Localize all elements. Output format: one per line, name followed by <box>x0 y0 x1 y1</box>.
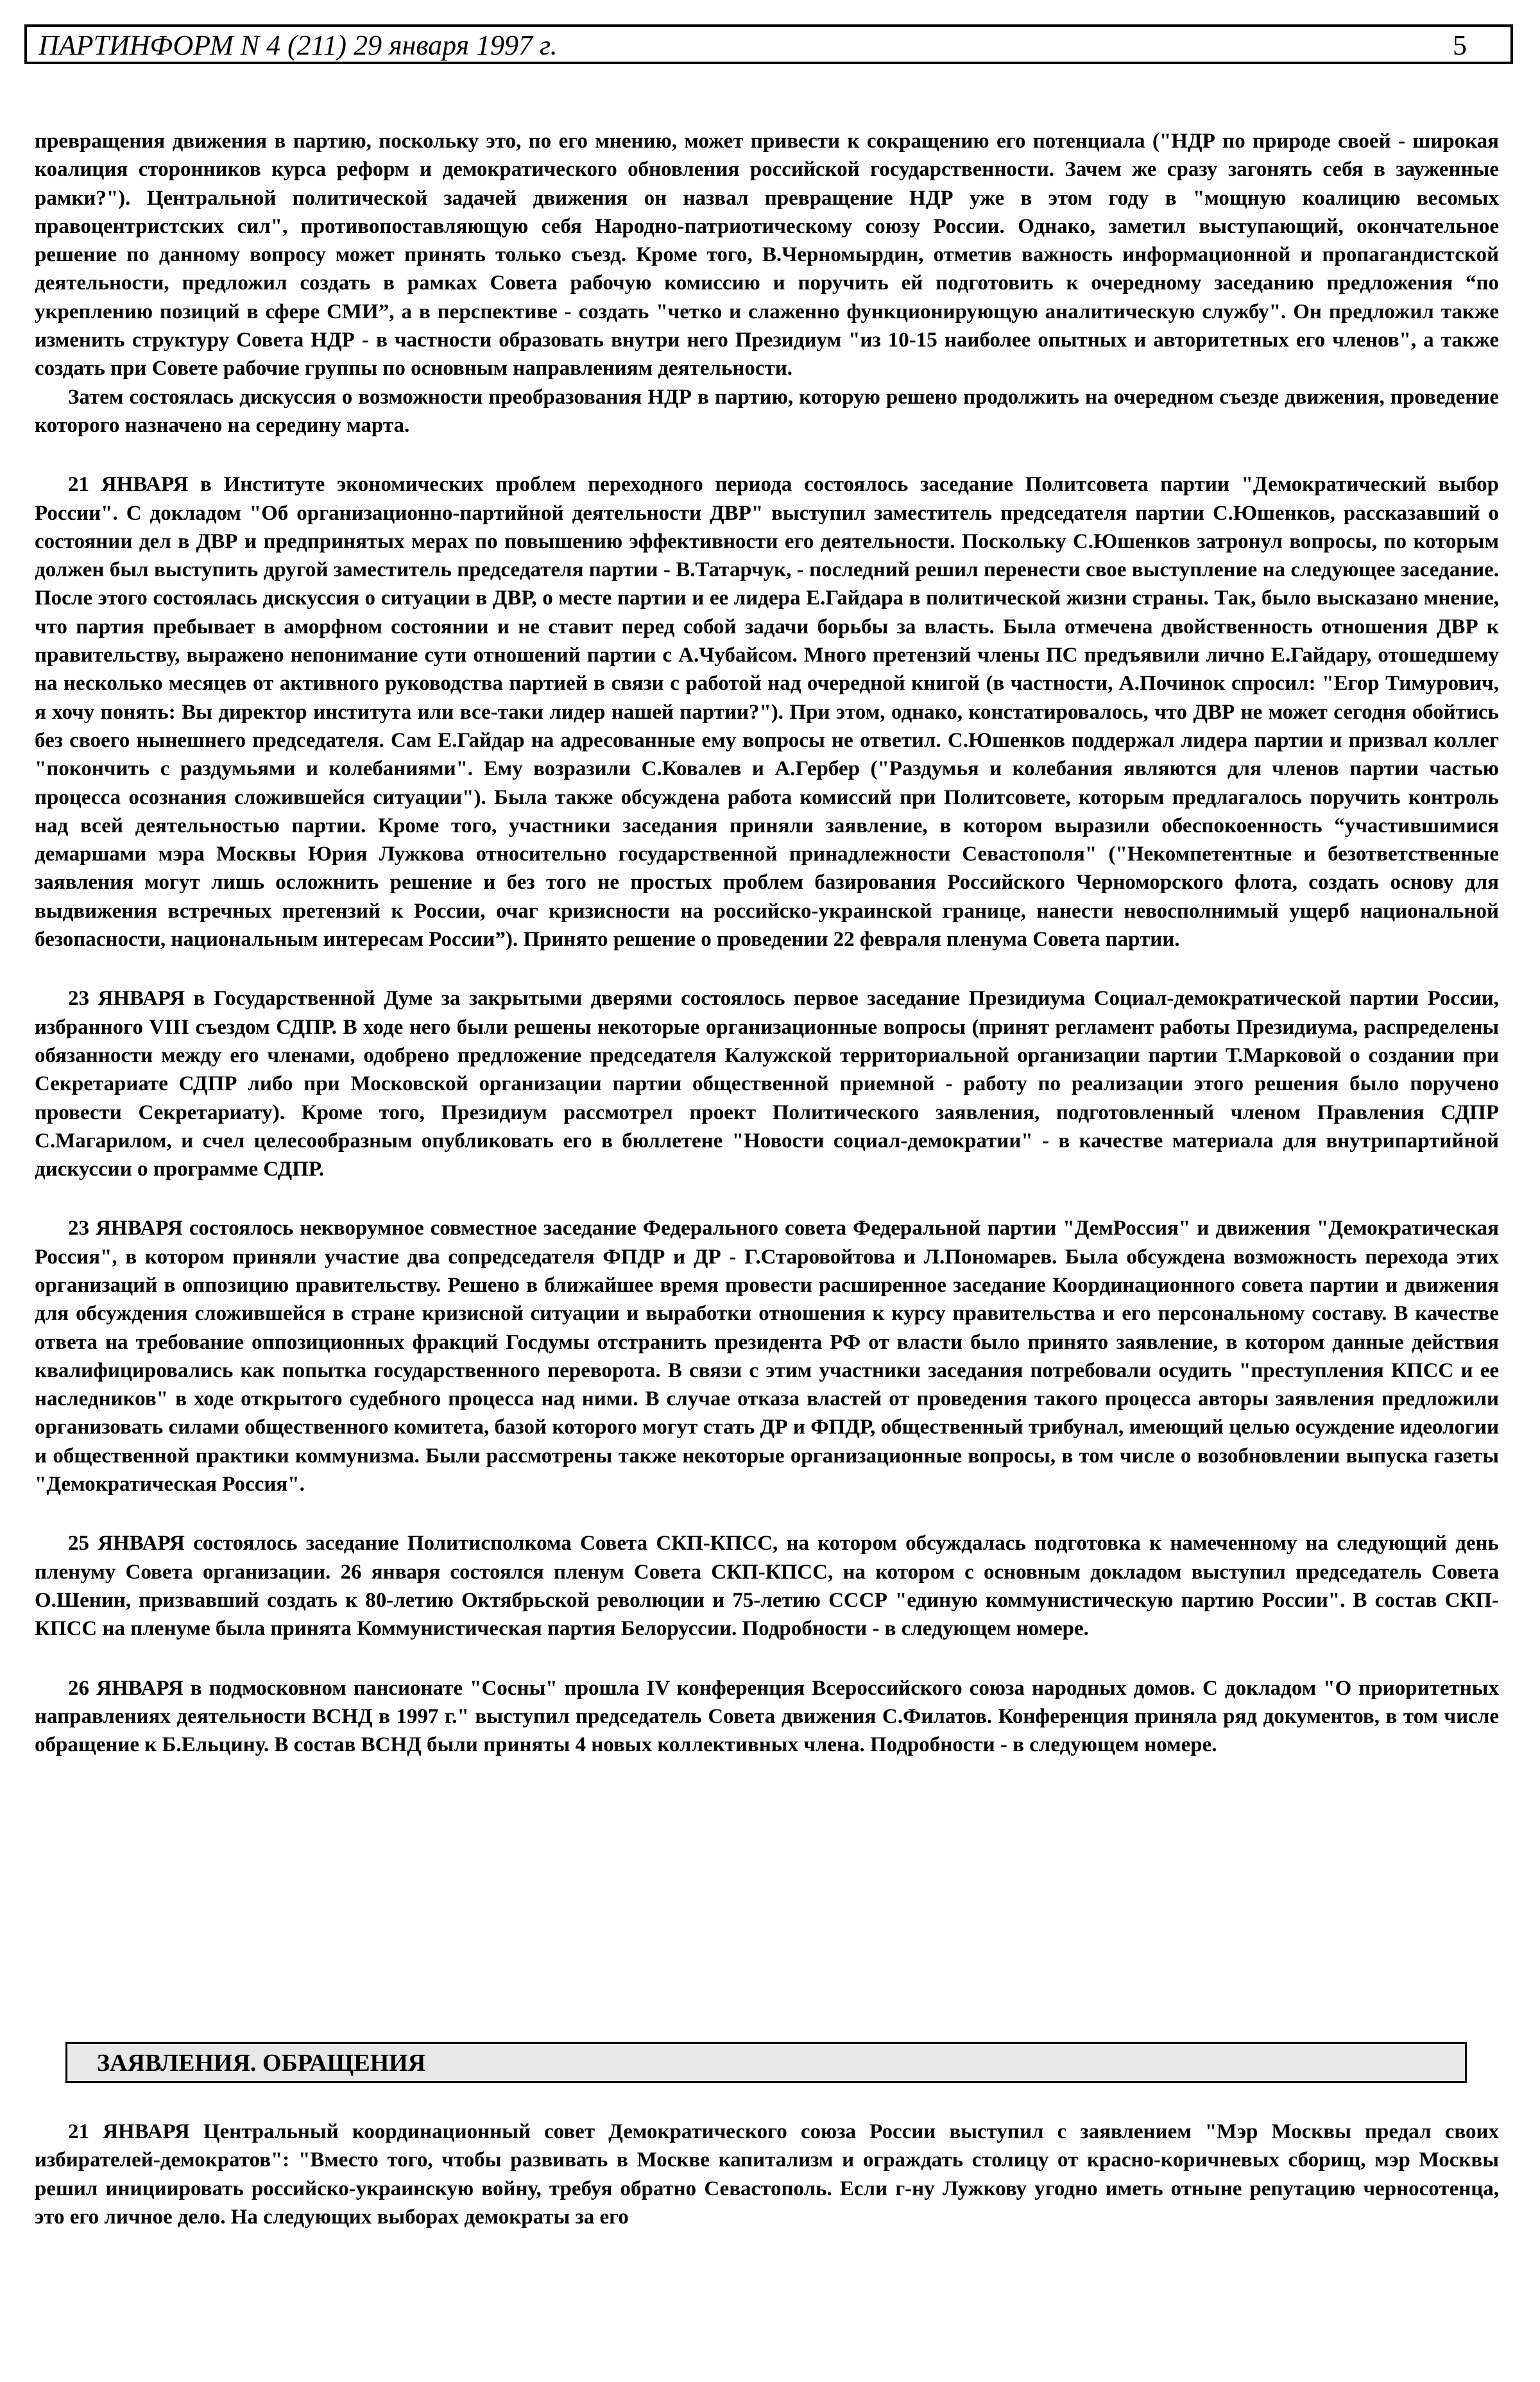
paragraph: превращения движения в партию, поскольку это, по его мнению, может привести к сокращению его потенциала ("НДР по природе своей - широкая коалиция сторонников курса реформ и демократического обновления российской государственности. Зачем же сразу загонять себя в зауженные рамки?"). Центральной политической задачей движения он назвал превращение НДР уже в этом году в "мощную коалицию весомых правоцентристских сил", противопоставляющую себя Народно-патриотическому союзу России. Однако, заметил выступающий, окончательное решение по данному вопросу может принять только съезд. Кроме того, В.Черномырдин, отметив важность информационной и пропагандистской деятельности, предложил создать в рамках Совета рабочую комиссию и поручить ей подготовить к очередному заседанию предложения “по укреплению позиций в сфере СМИ”, а в перспективе - создать "четко и слаженно функционирующую аналитическую службу". Он предложил также изменить структуру Совета НДР - в частности образовать внутри него Президиум "из 10-15 наиболее опытных и авторитетных его членов", а также создать при Совете рабочие группы по основным направлениям деятельности. <box>35 130 1499 381</box>
paragraph: 26 ЯНВАРЯ в подмосковном пансионате "Сосны" прошла IV конференция Всероссийского союза народных домов. С докладом "О приоритетных направлениях деятельности ВСНД в 1997 г." выступил председатель Совета движения С.Филатов. Конференция приняла ряд документов, в том числе обращение к Б.Ельцину. В состав ВСНД были приняты 4 новых коллективных члена. Подробности - в следующем номере. <box>35 1676 1499 1757</box>
paragraph: 21 ЯНВАРЯ в Институте экономических проблем переходного периода состоялось заседание Политсовета партии "Демократический выбор России". С докладом "Об организационно-партийной деятельности ДВР" выступил заместитель председателя партии С.Юшенков, рассказавший о состоянии дел в ДВР и предпринятых мерах по повышению эффективности его деятельности. Поскольку С.Юшенков затронул вопросы, по которым должен был выступить другой заместитель председателя партии - В.Татарчук, - последний решил перенести свое выступление на следующее заседание. После этого состоялась дискуссия о ситуации в ДВР, о месте партии и ее лидера Е.Гайдара в политической жизни страны. Так, было высказано мнение, что партия пребывает в аморфном состоянии и не ставит перед собой задачи борьбы за власть. Была отмечена двойственность отношения ДВР к правительству, выражено непонимание сути отношений партии с А.Чубайсом. Много претензий члены ПС предъявили лично Е.Гайдару, отошедшему на несколько месяцев от активного руководства партией в связи с работой над очередной книгой (в частности, А.Починок спросил: "Егор Тимурович, я хочу понять: Вы директор института или все-таки лидер нашей партии?"). При этом, однако, констатировалось, что ДВР не может сегодня обойтись без своего нынешнего председателя. Сам Е.Гайдар на адресованные ему вопросы не ответил. С.Юшенков поддержал лидера партии и призвал коллег "покончить с раздумьями и колебаниями". Ему возразили С.Ковалев и А.Гербер ("Раздумья и колебания являются для членов партии частью процесса осознания сложившейся ситуации"). Была также обсуждена работа комиссий при Политсовете, которым предлагалось поручить контроль над всей деятельностью партии. Кроме того, участники заседания приняли заявление, в котором выразили обеспокоенность “участившимися демаршами мэра Москвы Юрия Лужкова относительно государственной принадлежности Севастополя" ("Некомпетентные и безответственные заявления могут лишь осложнить решение и без того не простых проблем базирования Российского Черноморского флота, создать основу для выдвижения встречных претензий к России, очаг кризисности на российско-украинской границе, нанести невосполнимый ущерб национальной безопасности, национальным интересам России”). Принято решение о проведении 22 февраля пленума Совета партии. <box>35 473 1499 952</box>
paragraph: 21 ЯНВАРЯ Центральный координационный совет Демократического союза России выступил с заявлением "Мэр Москвы предал своих избирателей-демократов": "Вместо того, чтобы развивать в Москве капитализм и ограждать столицу от красно-коричневых сборищ, мэр Москвы решил инициировать российско-украинскую войну, требуя обратно Севастополь. Если г-ну Лужкову угодно иметь отныне репутацию черносотенца, это его личное дело. На следующих выборах демократы за его <box>35 2120 1499 2229</box>
page-header <box>24 24 1513 64</box>
article-body <box>35 127 1499 1759</box>
section-heading: ЗАЯВЛЕНИЯ. ОБРАЩЕНИЯ <box>97 2050 426 2077</box>
paragraph: Затем состоялась дискуссия о возможности преобразования НДР в партию, которую решено продолжить на очередном съезде движения, проведение которого назначено на середину марта. <box>35 385 1499 437</box>
header-title: ПАРТИНФОРМ N 4 (211) 29 января 1997 г. <box>38 30 558 61</box>
paragraph: 23 ЯНВАРЯ состоялось некворумное совместное заседание Федерального совета Федеральной партии "ДемРоссия" и движения "Демократическая Россия", в котором приняли участие два сопредседателя ФПДР и ДР - Г.Старовойтова и Л.Пономарев. Была обсуждена возможность перехода этих организаций в оппозицию правительству. Решено в ближайшее время провести расширенное заседание Координационного совета партии и движения для обсуждения сложившейся в стране кризисной ситуации и выработки отношения к курсу правительства и его персональному составу. В качестве ответа на требование оппозиционных фракций Госдумы отстранить президента РФ от власти было принято заявление, в котором данные действия квалифицировались как попытка государственного переворота. В связи с этим участники заседания потребовали осудить "преступления КПСС и ее наследников" в ходе открытого судебного процесса над ними. В случае отказа властей от проведения такого процесса авторы заявления предложили организовать силами общественного комитета, базой которого могут стать ДР и ФПДР, общественный трибунал, имеющий целью осуждение идеологии и общественной практики коммунизма. Были рассмотрены также некоторые организационные вопросы, в том числе о возобновлении выпуска газеты "Демократическая Россия". <box>35 1217 1499 1496</box>
paragraph: 23 ЯНВАРЯ в Государственной Думе за закрытыми дверями состоялось первое заседание Президиума Социал-демократической партии России, избранного VIII съездом СДПР. В ходе него были решены некоторые организационные вопросы (принят регламент работы Президиума, распределены обязанности между его членами, одобрено предложение председателя Калужской территориальной организации партии Т.Марковой о создании при Секретариате СДПР либо при Московской организации партии общественной приемной - работу по реализации этого решения было поручено провести Секретариату). Кроме того, Президиум рассмотрел проект Политического заявления, подготовленный членом Правления СДПР С.Магарилом, и счел целесообразным опубликовать его в бюллетене "Новости социал-демократии" - в качестве материала для внутрипартийной дискуссии о программе СДПР. <box>35 987 1499 1181</box>
section-heading-box <box>65 2042 1467 2083</box>
page-number: 5 <box>1453 30 1467 61</box>
section-body <box>35 2118 1499 2231</box>
paragraph: 25 ЯНВАРЯ состоялось заседание Политисполкома Совета СКП-КПСС, на котором обсуждалась подготовка к намеченному на следующий день пленуму Совета организации. 26 января состоялся пленум Совета СКП-КПСС, на котором с основным докладом выступил председатель Совета О.Шенин, призвавший создать к 80-летию Октябрьской революции и 75-летию СССР "единую коммунистическую партию России". В состав СКП-КПСС на пленуме была принята Коммунистическая партия Белоруссии. Подробности - в следующем номере. <box>35 1532 1499 1641</box>
